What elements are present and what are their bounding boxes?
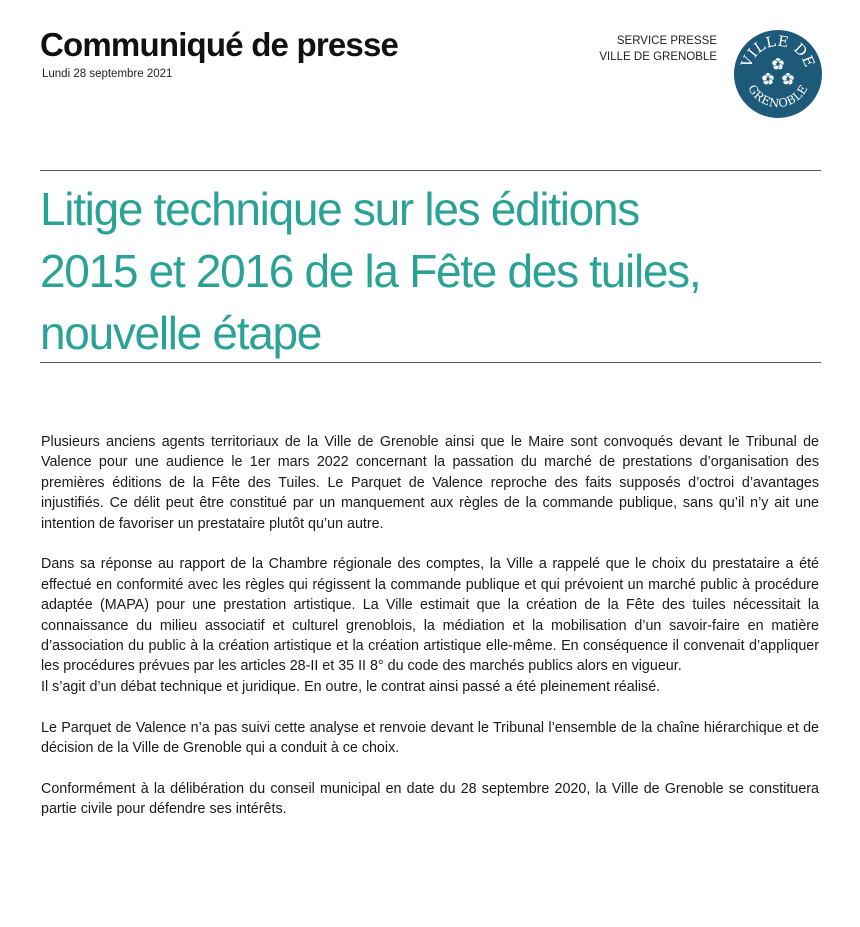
article-headline bbox=[40, 178, 830, 364]
paragraph: Conformément à la délibération du conseil municipal en date du 28 septembre 2020, la Ville de Grenoble se constituera partie civile pour défendre ses intérêts. bbox=[41, 780, 819, 818]
headline-line: 2015 et 2016 de la Fête des tuiles, bbox=[40, 245, 701, 297]
service-name: SERVICE PRESSE bbox=[616, 35, 717, 47]
logo-text-bottom: GRENOBLE bbox=[745, 81, 811, 111]
headline-line: Litige technique sur les éditions bbox=[40, 183, 639, 235]
paragraph: Plusieurs anciens agents territoriaux de la Ville de Grenoble ainsi que le Maire sont convoqués devant le Tribunal de Valence pour une audience le 1er mars 2022 concernant la passation du marché de prestations d’organisation des premières éditions de la Fête des Tuiles. Le Parquet de Valence reproche des faits supposés d’octroi d’avantages injustifiés. Ce délit peut être constitué par un manquement aux règles de la commande publique, sans qu’il n’y ait une intention de favoriser un prestataire plutôt qu’un autre. bbox=[41, 434, 819, 532]
document-title: Communiqué de presse bbox=[40, 26, 399, 63]
divider-bottom bbox=[40, 362, 821, 363]
ville-de-grenoble-logo bbox=[733, 29, 823, 119]
publication-date: Lundi 28 septembre 2021 bbox=[42, 68, 173, 80]
headline-line: nouvelle étape bbox=[40, 307, 322, 359]
press-service-block bbox=[599, 33, 717, 65]
paragraph: Le Parquet de Valence n’a pas suivi cette analyse et renvoie devant le Tribunal l’ensemble de la chaîne hiérarchique et de décision de la Ville de Grenoble qui a conduit à ce choix. bbox=[41, 719, 819, 757]
logo-text-top: VILLE DE bbox=[738, 33, 818, 70]
divider-top bbox=[40, 170, 821, 171]
article-body bbox=[41, 432, 819, 820]
paragraph: Il s’agit d’un débat technique et juridique. En outre, le contrat ainsi passé a été pleinement réalisé. bbox=[41, 678, 661, 695]
paragraph: Dans sa réponse au rapport de la Chambre régionale des comptes, la Ville a rappelé que le choix du prestataire a été effectué en conformité avec les règles qui régissent la commande publique et qui prévoient un marché public à procédure adaptée (MAPA) pour une prestation artistique. La Ville estimait que la création de la Fête des tuiles nécessitait la connaissance du milieu associatif et culturel grenoblois, la médiation et la mobilisation d’un savoir-faire en matière d’association du public à la création artistique et la création artistique elle-même. En conséquence il convenait d’appliquer les procédures prévues par les articles 28-II et 35 II 8° du code des marchés publics alors en vigueur. bbox=[41, 556, 819, 675]
city-name: VILLE DE GRENOBLE bbox=[599, 51, 717, 63]
